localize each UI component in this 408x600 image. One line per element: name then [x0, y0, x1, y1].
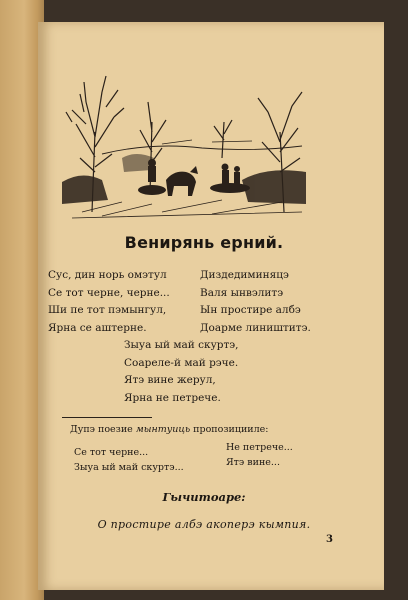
verse-line: Се тот черне, черне... — [48, 286, 170, 299]
verse-line: Ярна се аштерне. — [48, 321, 147, 334]
exercise-line: Не петрече... — [226, 442, 293, 453]
riddle-text: О простире албэ акоперэ кымпия. — [97, 518, 311, 531]
verse-line: Сус, дин норь омэтул — [48, 269, 167, 281]
instruction-emphasis: мынтуиць — [135, 424, 191, 435]
verse-line: Ши пе тот пэмынгул, — [48, 304, 167, 316]
verse-line: Диздедиминяцэ — [200, 269, 289, 281]
exercise-right — [226, 440, 293, 470]
riddle-heading: Гычитоаре: — [162, 490, 246, 504]
verse-line: Зыуа ый май скуртэ, — [124, 339, 239, 351]
exercise-line: Ятэ вине... — [226, 457, 280, 468]
instruction-text: Дупэ поезие — [70, 424, 133, 435]
page-number: 3 — [326, 534, 333, 545]
verse-line: Ын простире албэ — [200, 304, 301, 316]
exercise-line: Се тот черне... — [74, 447, 149, 458]
exercise-left — [74, 445, 184, 475]
verse-line: Валя ынвэлитэ — [200, 286, 284, 299]
poem-title: Венирянь ерний. — [124, 233, 284, 252]
stanza1-right — [200, 267, 311, 337]
stanza1-left — [48, 267, 170, 337]
stanza2 — [124, 337, 239, 407]
verse-line: Доарме лиништитэ. — [200, 321, 311, 334]
verse-line: Ярна не петрече. — [124, 391, 221, 404]
section-divider — [62, 417, 152, 418]
instruction-text: пропозицииле: — [193, 424, 269, 435]
exercise-instruction — [70, 424, 269, 435]
exercise-line: Зыуа ый май скуртэ... — [74, 462, 184, 473]
winter-scene-illustration — [62, 62, 306, 222]
verse-line: Ятэ вине жерул, — [124, 374, 216, 386]
verse-line: Соареле-й май рэче. — [124, 356, 239, 369]
